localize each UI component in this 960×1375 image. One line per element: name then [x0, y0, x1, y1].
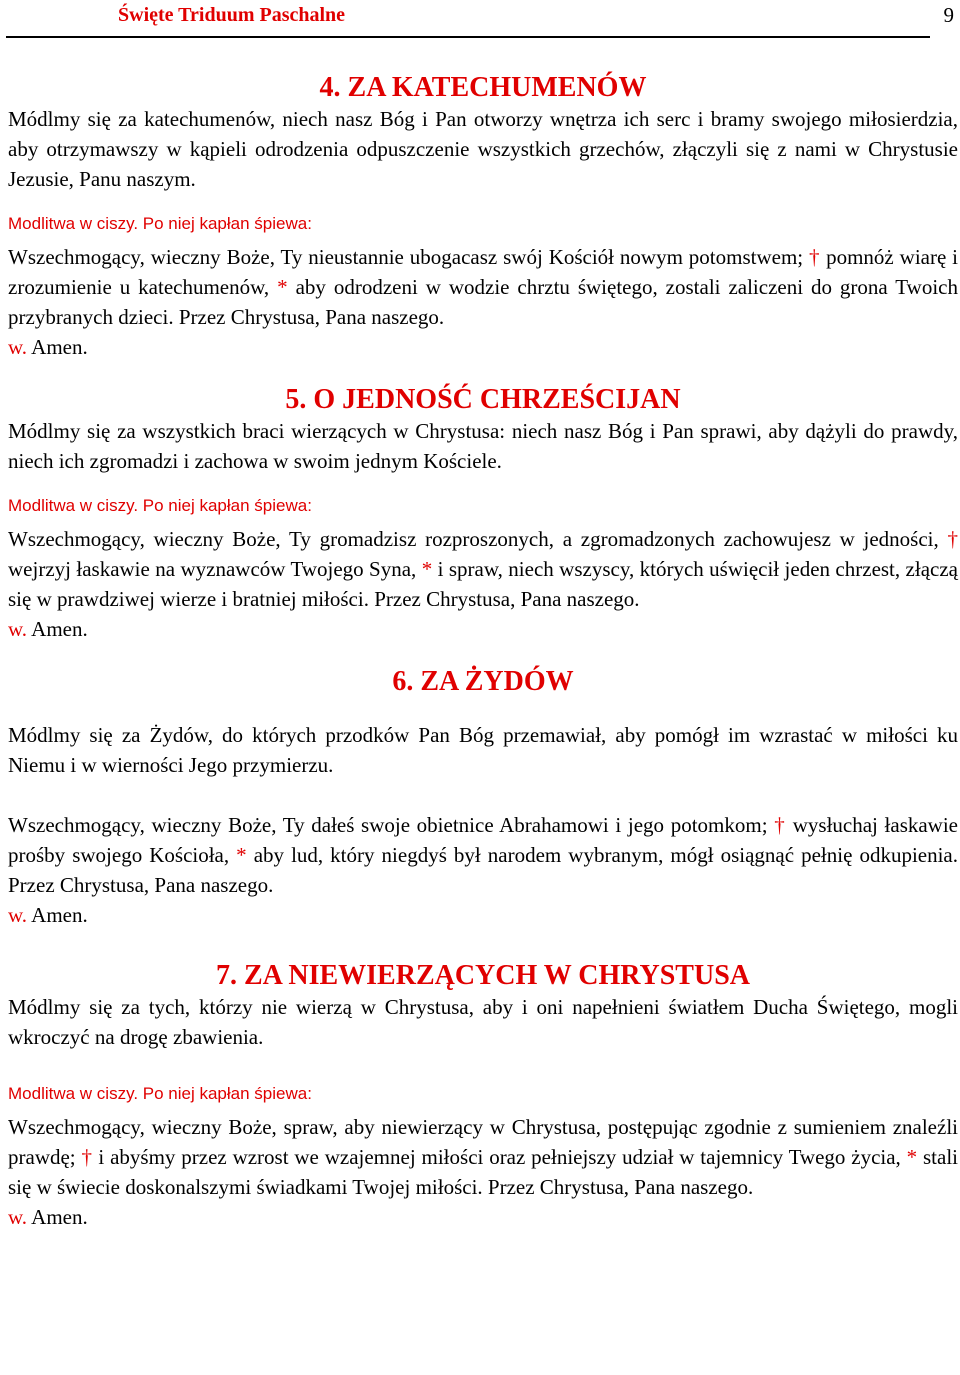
cross-mark: † — [947, 527, 958, 551]
prayer-text — [8, 810, 958, 900]
section-heading: 6. ZA ŻYDÓW — [392, 666, 574, 697]
prayer-part: wysłuchaj łaskawie prośby swojego Kościoła, — [8, 813, 959, 867]
section-catechumens — [8, 72, 958, 362]
page-header — [0, 0, 960, 40]
response-mark: w. — [8, 335, 28, 359]
header-rule — [6, 36, 930, 38]
prayer-part: pomnóż wiarę i zrozumienie u katechumenów, — [8, 245, 959, 299]
rubric: Modlitwa w ciszy. Po niej kapłan śpiewa: — [8, 214, 312, 233]
prayer-part: stali się w świecie doskonalszymi świadkami Twojej miłości. Przez Chrystusa, Pana naszego. — [8, 1145, 958, 1199]
response-mark: w. — [8, 617, 28, 641]
asterisk-mark: * — [277, 275, 288, 299]
prayer-part: Wszechmogący, wieczny Boże, Ty nieustannie ubogacasz swój Kościół nowym potomstwem; — [8, 245, 810, 269]
response-line — [8, 900, 958, 930]
prayer-part: aby lud, który niegdyś był narodem wybranym, mógł osiągnąć pełnię odkupienia. Przez Chrystusa, Pana naszego. — [8, 843, 959, 897]
document-body — [8, 72, 958, 1232]
section-christian-unity — [8, 384, 958, 644]
response-line — [8, 614, 958, 644]
prayer-part: i spraw, niech wszyscy, których uświęcił jeden chrzest, złączą się w prawdziwej wierze i bratniej miłości. Przez Chrystusa, Pana naszego. — [8, 557, 958, 611]
rubric: Modlitwa w ciszy. Po niej kapłan śpiewa: — [8, 1084, 312, 1103]
cross-mark: † — [809, 245, 821, 269]
section-heading: 5. O JEDNOŚĆ CHRZEŚCIJAN — [285, 384, 681, 415]
response-text: Amen. — [27, 1205, 88, 1229]
page-number: 9 — [943, 3, 954, 27]
response-line — [8, 332, 958, 362]
response-mark: w. — [8, 1205, 28, 1229]
intention-text: Módlmy się za katechumenów, niech nasz Bóg i Pan otworzy wnętrza ich serc i bramy swojego miłosierdzia, aby otrzymawszy w kąpieli odrodzenia odpuszczenie wszystkich grzechów, złączyli się z nami w Chrystusie Jezusie, Panu naszym. — [8, 107, 958, 191]
prayer-part: Wszechmogący, wieczny Boże, Ty dałeś swoje obietnice Abrahamowi i jego potomkom; — [8, 813, 775, 837]
response-text: Amen. — [27, 903, 88, 927]
response-line — [8, 1202, 958, 1232]
prayer-part: i abyśmy przez wzrost we wzajemnej miłości oraz pełniejszy udział w tajemnicy Twego życia, — [92, 1145, 907, 1169]
rubric: Modlitwa w ciszy. Po niej kapłan śpiewa: — [8, 496, 312, 515]
cross-mark: † — [774, 813, 787, 837]
intention-text: Módlmy się za tych, którzy nie wierzą w Chrystusa, aby i oni napełnieni światłem Ducha Świętego, mogli wkroczyć na drogę zbawienia. — [8, 995, 958, 1049]
prayer-text — [8, 524, 958, 614]
asterisk-mark: * — [906, 1145, 918, 1169]
cross-mark: † — [81, 1145, 93, 1169]
section-heading: 4. ZA KATECHUMENÓW — [319, 72, 647, 103]
header-title: Święte Triduum Paschalne — [118, 4, 346, 26]
asterisk-mark: * — [421, 557, 433, 581]
section-heading: 7. ZA NIEWIERZĄCYCH W CHRYSTUSA — [216, 960, 750, 991]
intention-text: Módlmy się za Żydów, do których przodków Pan Bóg przemawiał, aby pomógł im wzrastać w miłości ku Niemu i w wierności Jego przymierzu. — [8, 723, 958, 777]
response-text: Amen. — [27, 617, 88, 641]
section-non-believers — [8, 960, 958, 1232]
prayer-text — [8, 242, 958, 332]
response-mark: w. — [8, 903, 28, 927]
response-text: Amen. — [27, 335, 88, 359]
prayer-part: Wszechmogący, wieczny Boże, spraw, aby niewierzący w Chrystusa, postępując zgodnie z sumieniem znaleźli prawdę; — [8, 1115, 958, 1169]
section-jews — [8, 666, 958, 930]
intention-text: Módlmy się za wszystkich braci wierzących w Chrystusa: niech nasz Bóg i Pan sprawi, aby dążyli do prawdy, niech ich zgromadzi i zachowa w swoim jednym Kościele. — [8, 419, 958, 473]
prayer-part: Wszechmogący, wieczny Boże, Ty gromadzisz rozproszonych, a zgromadzonych zachowujesz w jedności, — [8, 527, 948, 551]
prayer-text — [8, 1112, 958, 1202]
prayer-part: wejrzyj łaskawie na wyznawców Twojego Syna, — [8, 557, 422, 581]
prayer-part: aby odrodzeni w wodzie chrztu świętego, zostali zaliczeni do grona Twoich przybranych dzieci. Przez Chrystusa, Pana naszego. — [8, 275, 958, 329]
asterisk-mark: * — [236, 843, 247, 867]
